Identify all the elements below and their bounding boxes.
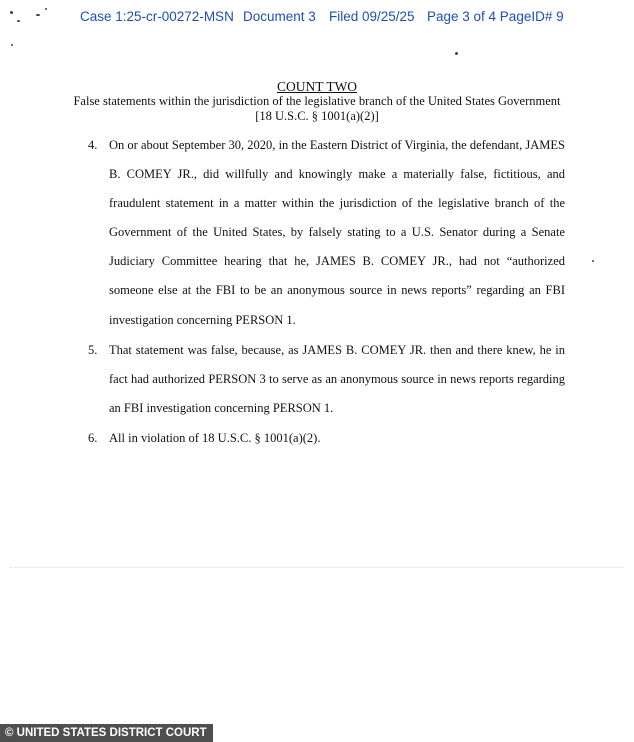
scan-speck	[36, 14, 40, 16]
scan-speck	[11, 44, 13, 46]
paragraph-line: On or about September 30, 2020, in the Eastern District of Virginia, the defendant, JAMES	[109, 138, 565, 152]
case-number: Case 1:25-cr-00272-MSN	[80, 9, 234, 24]
paragraph-line: All in violation of 18 U.S.C. § 1001(a)(2).	[109, 431, 321, 445]
scan-speck	[10, 11, 13, 14]
scan-speck	[455, 52, 458, 55]
paragraph-number: 5.	[88, 343, 98, 357]
case-header	[80, 9, 580, 27]
paragraph-line: investigation concerning PERSON 1.	[109, 313, 296, 327]
paragraph-line: fraudulent statement in a matter within the jurisdiction of the legislative branch of the	[109, 196, 565, 210]
page-info: Page 3 of 4 PageID# 9	[427, 9, 564, 24]
paragraph-number: 6.	[88, 431, 98, 445]
watermark-label: © UNITED STATES DISTRICT COURT	[0, 724, 213, 742]
paragraph-line: That statement was false, because, as JAMES B. COMEY JR. then and there knew, he in	[109, 343, 565, 357]
paragraph-line: Government of the United States, by falsely stating to a U.S. Senator during a Senate	[109, 225, 565, 239]
paragraph-line: fact had authorized PERSON 3 to serve as an anonymous source in news reports regarding	[109, 372, 565, 386]
scan-speck	[45, 8, 47, 10]
paragraph-line: Judiciary Committee hearing that he, JAMES B. COMEY JR., had not “authorized	[109, 254, 565, 268]
paragraph-number: 4.	[88, 138, 98, 152]
count-title: COUNT TWO	[276, 79, 358, 94]
paragraph-line: an FBI investigation concerning PERSON 1.	[109, 401, 334, 415]
scan-speck	[592, 260, 594, 262]
count-subtitle: False statements within the jurisdiction of the legislative branch of the United States Government	[73, 94, 561, 108]
paragraph-line: someone else at the FBI to be an anonymous source in news reports” regarding an FBI	[109, 283, 565, 297]
count-citation: [18 U.S.C. § 1001(a)(2)]	[255, 109, 379, 123]
scan-speck	[17, 20, 20, 22]
paragraph-line: B. COMEY JR., did willfully and knowingly make a materially false, fictitious, and	[109, 167, 565, 181]
filed-date: Filed 09/25/25	[329, 9, 415, 24]
document-number: Document 3	[243, 9, 316, 24]
scan-artifact-line	[10, 567, 624, 568]
